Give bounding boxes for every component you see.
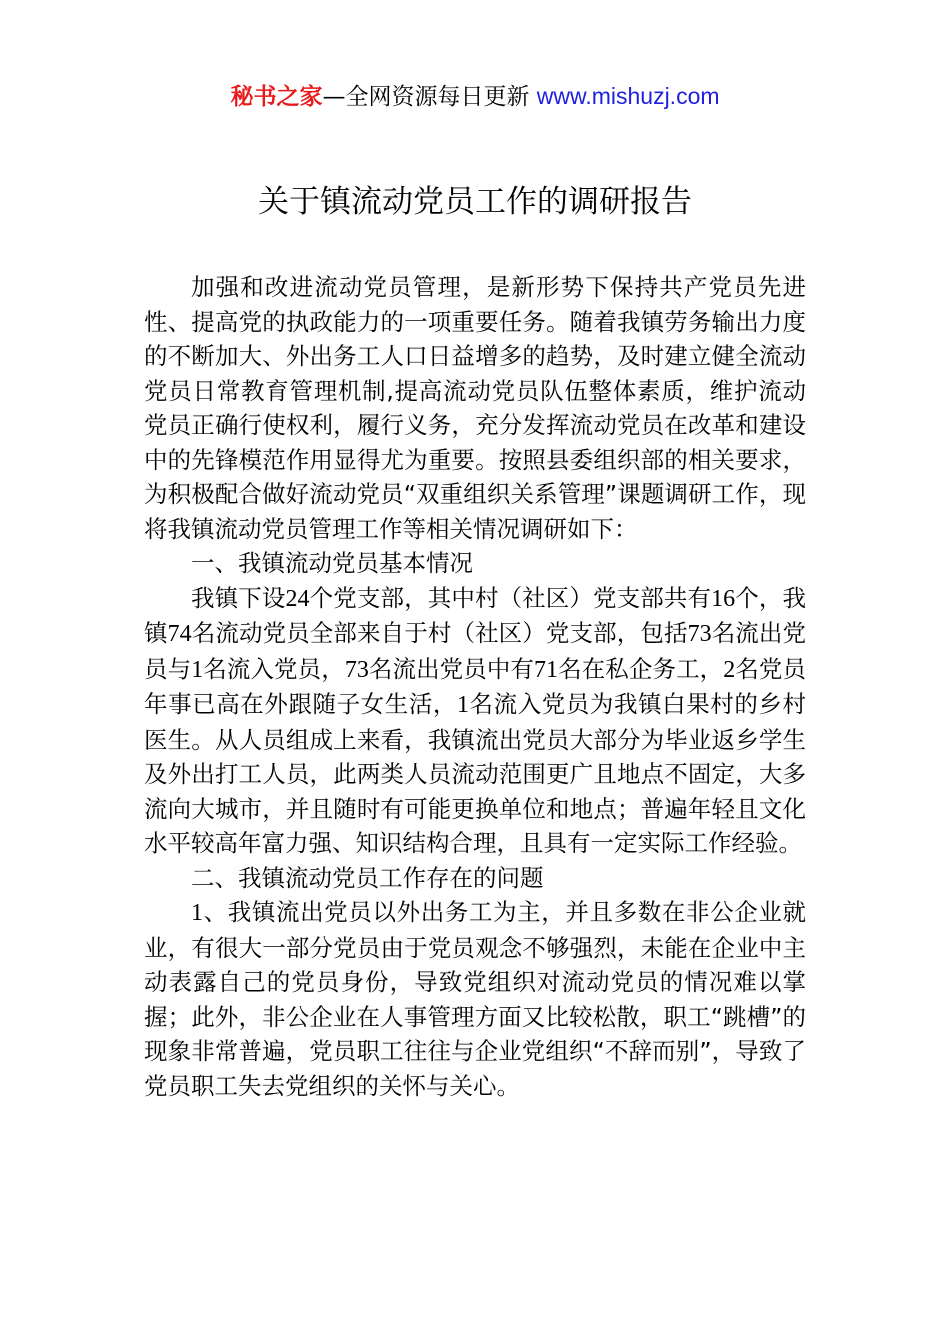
site-url[interactable]: www.mishuzj.com: [536, 83, 720, 109]
document-title: 关于镇流动党员工作的调研报告: [258, 184, 692, 220]
site-brand: 秘书之家: [230, 84, 323, 110]
document-body: [144, 270, 806, 1103]
site-header: [0, 80, 950, 113]
paragraph-problem-1: 1、我镇流出党员以外出务工为主，并且多数在非公企业就业，有很大一部分党员由于党员观念不够强烈，未能在企业中主动表露自己的党员身份，导致党组织对流动党员的情况难以掌握；此外，非公企业在人事管理方面又比较松散，职工“跳槽”的现象非常普遍，党员职工往往与企业党组织“不辞而别”，导致了党员职工失去党组织的关怀与关心。: [144, 898, 806, 1100]
paragraph-intro: 加强和改进流动党员管理，是新形势下保持共产党员先进性、提高党的执政能力的一项重要任务。随着我镇劳务输出力度的不断加大、外出务工人口日益增多的趋势，及时建立健全流动党员日常教育管理机制,提高流动党员队伍整体素质，维护流动党员正确行使权利，履行义务，充分发挥流动党员在改革和建设中的先锋模范作用显得尤为重要。按照县委组织部的相关要求，为积极配合做好流动党员“双重组织关系管理”课题调研工作，现将我镇流动党员管理工作等相关情况调研如下：: [144, 273, 806, 543]
section-heading-1: 一、我镇流动党员基本情况: [191, 549, 473, 577]
paragraph-basic-situation: 我镇下设24个党支部，其中村（社区）党支部共有16个，我镇74名流动党员全部来自于村（社区）党支部，包括73名流出党员与1名流入党员，73名流出党员中有71名在私企务工，2名党员年事已高在外跟随子女生活，1名流入党员为我镇白果村的乡村医生。从人员组成上来看，我镇流出党员大部分为毕业返乡学生及外出打工人员，此两类人员流动范围更广且地点不固定，大多流向大城市，并且随时有可能更换单位和地点；普遍年轻且文化水平较高年富力强、知识结构合理，且具有一定实际工作经验。: [144, 583, 807, 857]
site-slogan: —全网资源每日更新: [322, 84, 537, 110]
section-heading-2: 二、我镇流动党员工作存在的问题: [191, 863, 544, 892]
